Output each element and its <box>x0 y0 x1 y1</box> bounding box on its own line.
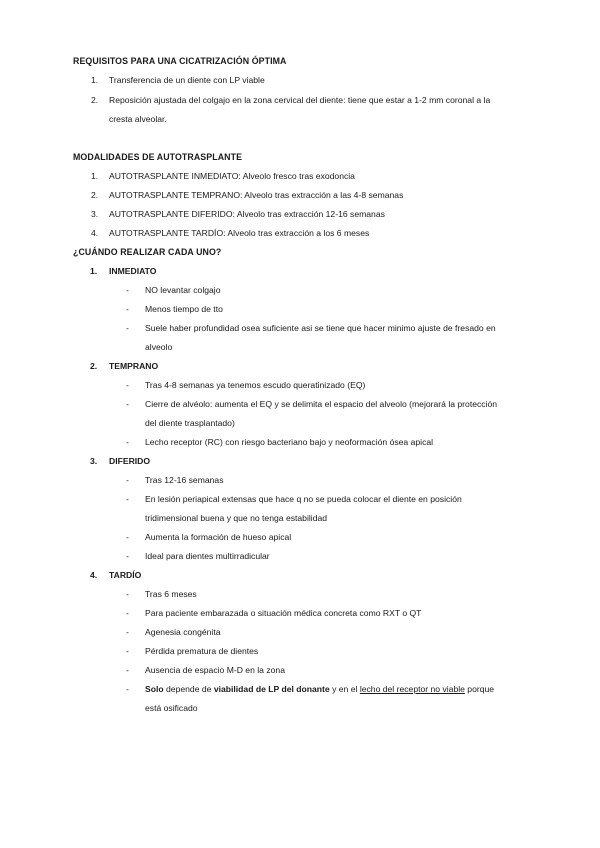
list-item: Cierre de alvéolo: aumenta el EQ y se delimita el espacio del alveolo (mejorará la protección <box>145 399 498 409</box>
list-item: Aumenta la formación de hueso apical <box>145 532 292 542</box>
list-item: En lesión periapical extensas que hace q no se pueda colocar el diente en posición <box>145 494 462 504</box>
list-item: Menos tiempo de tto <box>145 304 223 314</box>
list-number: 4. <box>91 228 99 238</box>
bold-text: Solo <box>145 684 164 694</box>
group-label-diferido: DIFERIDO <box>109 456 151 466</box>
list-number: 2. <box>91 190 99 200</box>
list-item: Lecho receptor (RC) con riesgo bacteriano bajo y neoformación ósea apical <box>145 437 434 447</box>
list-item: Ausencia de espacio M-D en la zona <box>145 665 285 675</box>
list-item: AUTOTRASPLANTE TARDÍO: Alveolo tras extracción a los 6 meses <box>109 228 370 238</box>
list-item-continuation: está osificado <box>145 703 198 713</box>
section-heading-cuando: ¿CUÁNDO REALIZAR CADA UNO? <box>73 247 222 257</box>
bullet-dash: - <box>126 475 129 485</box>
group-label-inmediato: INMEDIATO <box>109 266 157 276</box>
bullet-dash: - <box>126 627 129 637</box>
list-item-continuation: cresta alveolar. <box>109 114 167 124</box>
list-item-continuation: tridimensional buena y que no tenga estabilidad <box>145 513 328 523</box>
list-item: AUTOTRASPLANTE INMEDIATO: Alveolo fresco tras exodoncia <box>109 171 355 181</box>
group-label-temprano: TEMPRANO <box>109 361 159 371</box>
list-number: 1. <box>91 171 99 181</box>
list-item: Para paciente embarazada o situación médica concreta como RXT o QT <box>145 608 422 618</box>
list-item: Tras 4-8 semanas ya tenemos escudo queratinizado (EQ) <box>145 380 366 390</box>
list-item: Tras 6 meses <box>145 589 197 599</box>
list-item-continuation: alveolo <box>145 342 173 352</box>
list-number: 3. <box>91 209 99 219</box>
plain-text: y en el <box>329 684 360 694</box>
group-number: 3. <box>90 456 98 466</box>
list-item: Tras 12-16 semanas <box>145 475 224 485</box>
list-item: Ideal para dientes multirradicular <box>145 551 270 561</box>
bullet-dash: - <box>126 399 129 409</box>
bullet-dash: - <box>126 285 129 295</box>
bullet-dash: - <box>126 494 129 504</box>
list-item: AUTOTRASPLANTE DIFERIDO: Alveolo tras extracción 12-16 semanas <box>109 209 385 219</box>
plain-text: depende de <box>163 684 214 694</box>
group-label-tardio: TARDÍO <box>109 570 142 580</box>
list-item: Pérdida prematura de dientes <box>145 646 259 656</box>
list-number: 1. <box>91 75 99 85</box>
bullet-dash: - <box>126 380 129 390</box>
bullet-dash: - <box>126 551 129 561</box>
list-item: AUTOTRASPLANTE TEMPRANO: Alveolo tras extracción a las 4-8 semanas <box>109 190 404 200</box>
section-heading-modalidades: MODALIDADES DE AUTOTRASPLANTE <box>73 152 243 162</box>
underlined-text: lecho del receptor no viable <box>359 684 465 694</box>
bullet-dash: - <box>126 304 129 314</box>
list-item-mixed <box>145 684 494 694</box>
bold-text: viabilidad de LP del donante <box>213 684 330 694</box>
list-number: 2. <box>91 95 99 105</box>
list-item: Transferencia de un diente con LP viable <box>109 75 265 85</box>
group-number: 4. <box>90 570 98 580</box>
bullet-dash: - <box>126 684 129 694</box>
bullet-dash: - <box>126 532 129 542</box>
bullet-dash: - <box>126 665 129 675</box>
bullet-dash: - <box>126 589 129 599</box>
bullet-dash: - <box>126 323 129 333</box>
group-number: 2. <box>90 361 98 371</box>
list-item: Agenesia congénita <box>145 627 221 637</box>
list-item: Suele haber profundidad osea suficiente asi se tiene que hacer minimo ajuste de fresado en <box>145 323 496 333</box>
group-number: 1. <box>90 266 98 276</box>
bullet-dash: - <box>126 437 129 447</box>
section-heading-requisitos: REQUISITOS PARA UNA CICATRIZACIÓN ÓPTIMA <box>73 56 287 66</box>
list-item: Reposición ajustada del colgajo en la zona cervical del diente: tiene que estar a 1-2 mm coronal a la <box>109 95 491 105</box>
list-item-continuation: del diente trasplantado) <box>145 418 235 428</box>
plain-text: porque <box>464 684 495 694</box>
bullet-dash: - <box>126 646 129 656</box>
list-item: NO levantar colgajo <box>145 285 221 295</box>
bullet-dash: - <box>126 608 129 618</box>
